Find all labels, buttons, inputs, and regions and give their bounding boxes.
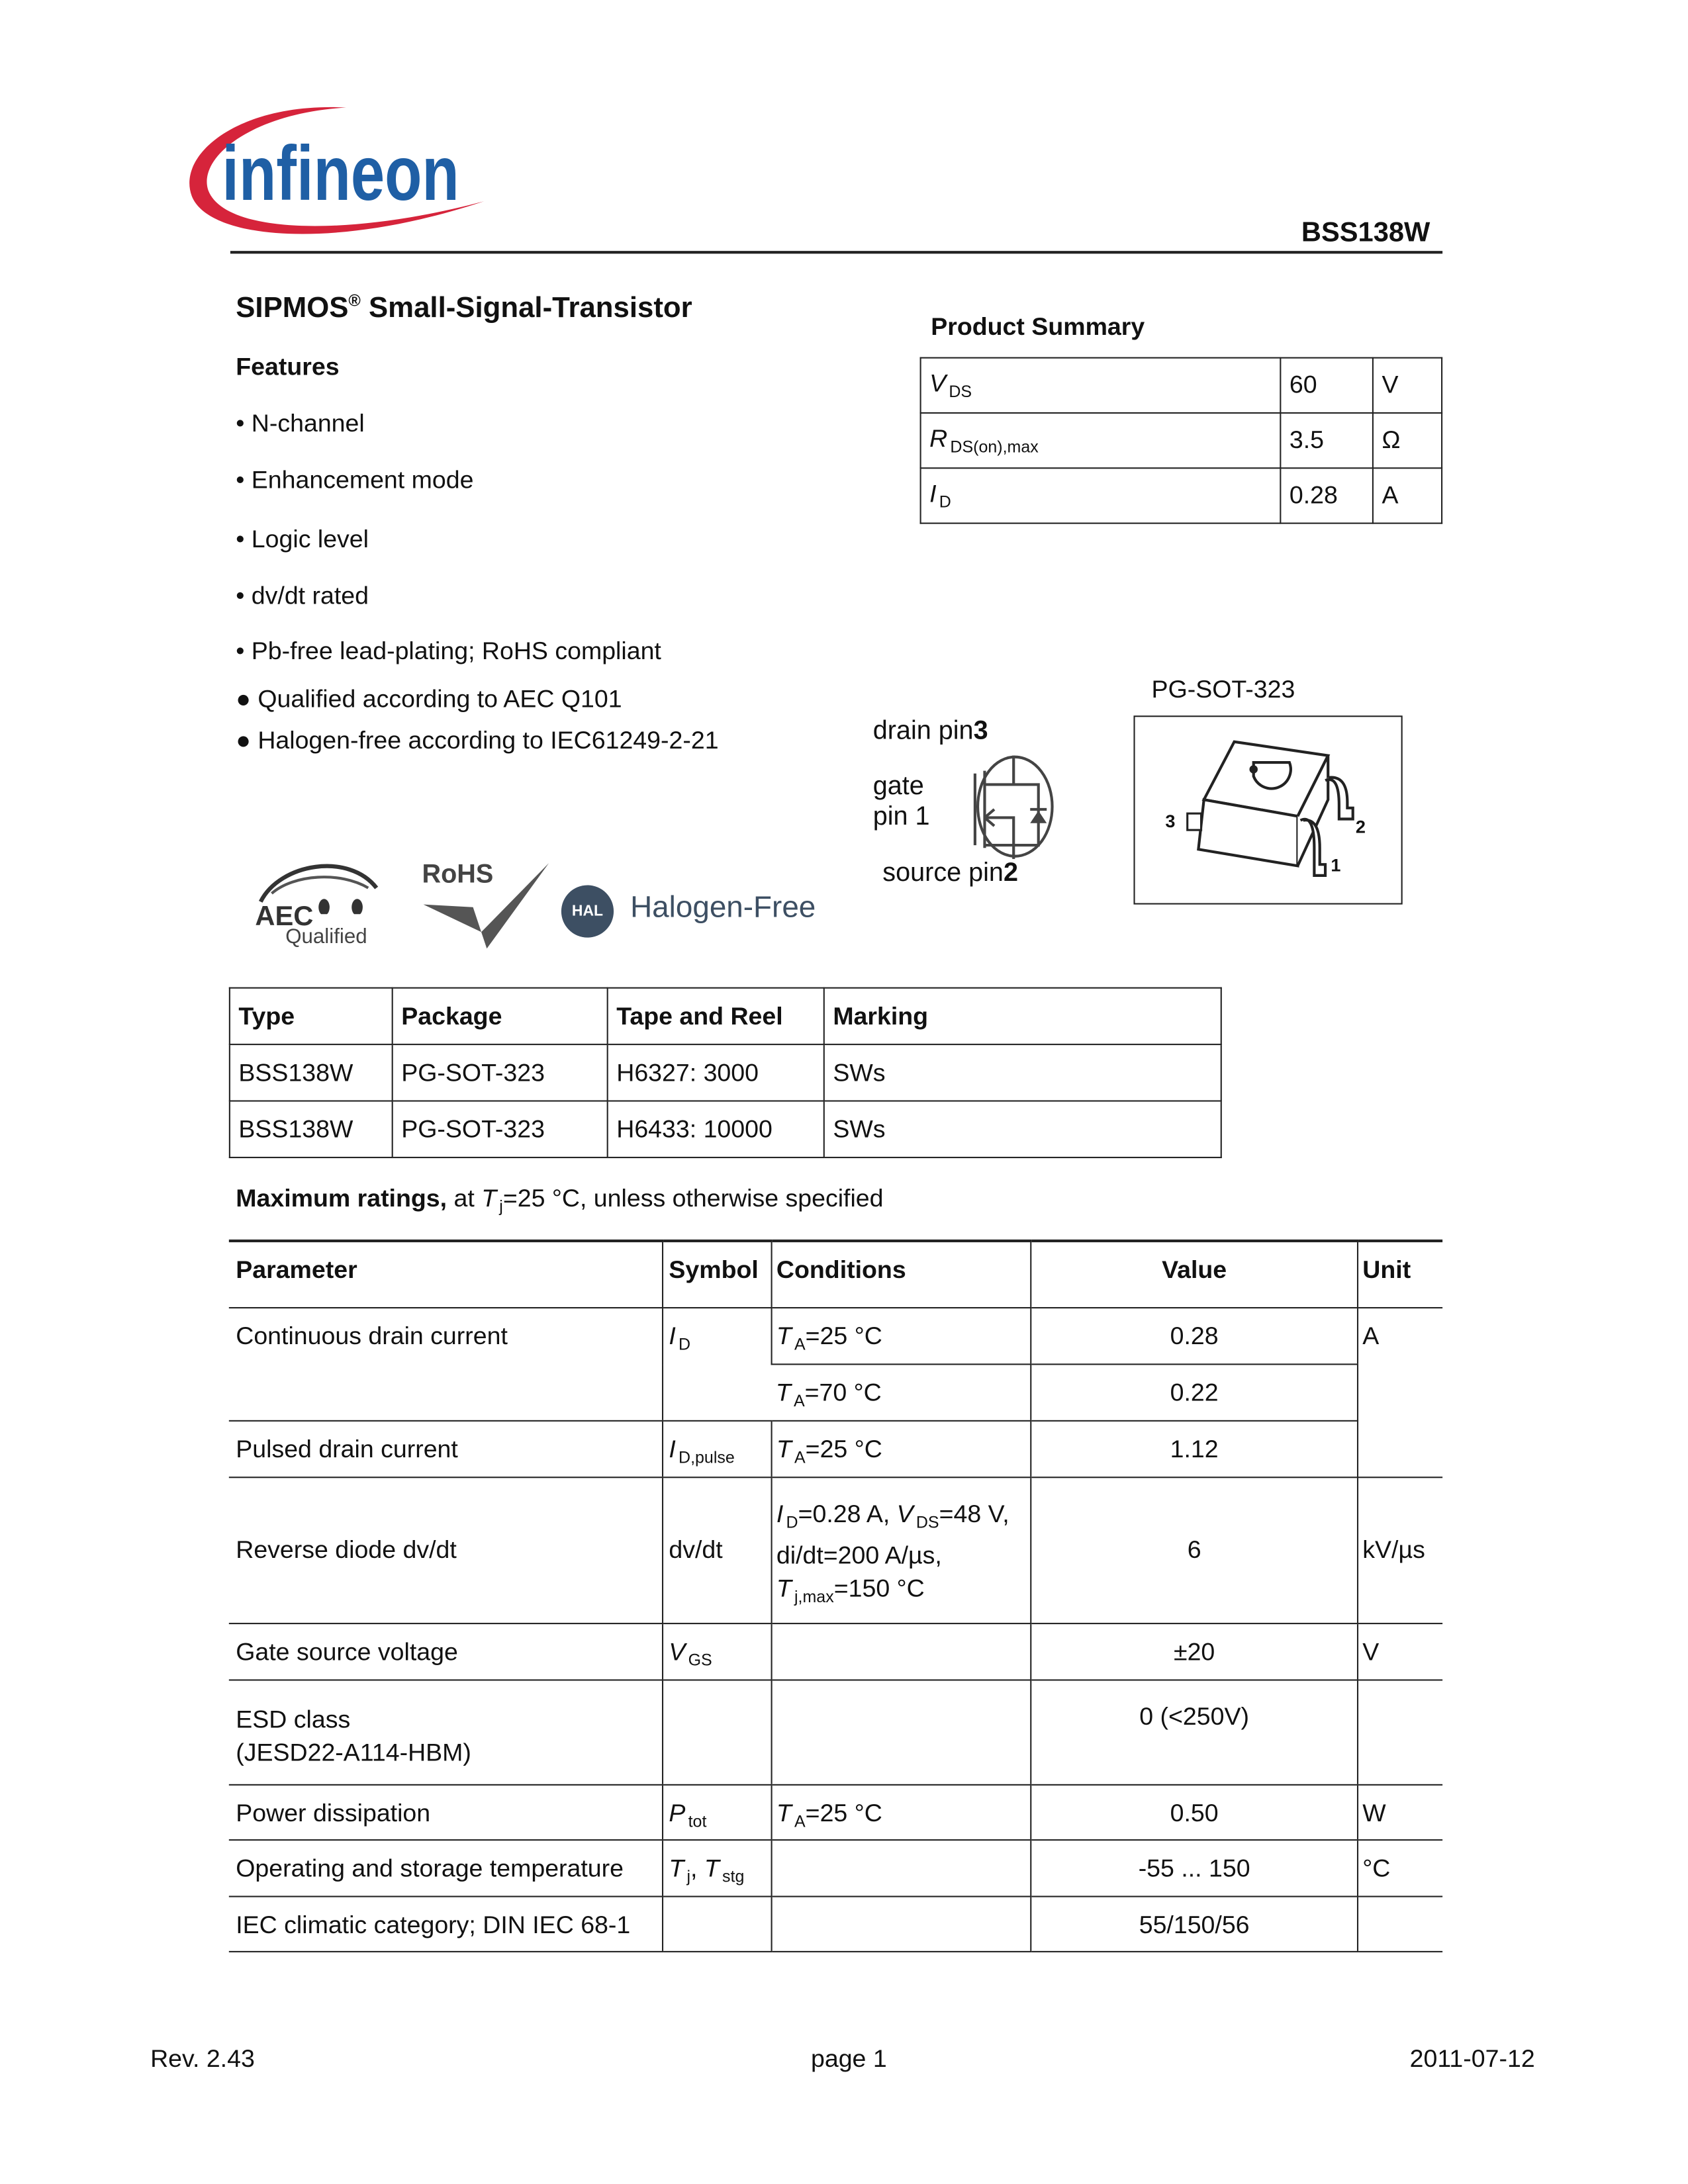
header-rule (230, 251, 1442, 253)
ratings-row: Reverse diode dv/dt dv/dt I $_D$=0.28 A, V $_{DS}$=48 V, di/dt=200 A/µs, T $_{j,max}$=150 °C 6 kV/µs (229, 1477, 1442, 1623)
sot323-package-icon (1135, 717, 1401, 903)
rohs-badge: RoHS (418, 858, 555, 954)
document-title: SIPMOS® Small-Signal-Transistor (236, 291, 692, 324)
ratings-row: T $_A$=70 °C 0.22 (229, 1364, 1442, 1420)
feature-item: ● Halogen-free according to IEC61249-2-21 (236, 726, 719, 754)
svg-text:infineon: infineon (222, 130, 459, 217)
product-summary-heading: Product Summary (931, 312, 1145, 341)
max-ratings-caption: Maximum ratings, at T $_j$=25 °C, unless otherwise specified (236, 1184, 884, 1216)
feature-item: • Enhancement mode (236, 466, 474, 494)
pin-label-drain: drain pin3 (872, 717, 988, 747)
feature-item: • N-channel (236, 409, 365, 437)
pin-label-gate-pin: pin 1 (872, 802, 930, 832)
footer-date: 2011-07-12 (1409, 2044, 1535, 2073)
max-ratings-table (229, 1240, 1442, 1952)
ratings-row: Operating and storage temperature T $_j$, T $_{stg}$ -55 ... 150 °C (229, 1840, 1442, 1896)
feature-item: • dv/dt rated (236, 582, 369, 610)
summary-row: R $_{DS(on),max}$ 3.5 Ω (921, 413, 1442, 468)
infineon-logo (183, 99, 494, 251)
ratings-row: ESD class (JESD22-A114-HBM) 0 (<250V) (229, 1680, 1442, 1785)
summary-row: V $_{DS}$ 60 V (921, 358, 1442, 413)
footer-revision: Rev. 2.43 (150, 2044, 255, 2073)
ratings-row: IEC climatic category; DIN IEC 68-1 55/150/56 (229, 1897, 1442, 1952)
ordering-header-row: Type Package Tape and Reel Marking (230, 988, 1221, 1044)
summary-row: I $_D$ 0.28 A (921, 468, 1442, 523)
feature-item: ● Qualified according to AEC Q101 (236, 685, 622, 713)
mosfet-symbol-icon (931, 751, 1058, 862)
part-number: BSS138W (1301, 218, 1430, 248)
ratings-row: Continuous drain current I $_D$ T $_A$=25 °C 0.28 A (229, 1308, 1442, 1364)
ordering-row: BSS138W PG-SOT-323 H6433: 10000 SWs (230, 1101, 1221, 1158)
product-summary-table (920, 357, 1443, 524)
ratings-row: Power dissipation P $_{tot}$ T $_A$=25 °C 0.50 W (229, 1785, 1442, 1840)
ratings-row: Gate source voltage V $_{GS}$ ±20 V (229, 1623, 1442, 1680)
footer-page-number: page 1 (810, 2044, 887, 2073)
feature-item: • Pb-free lead-plating; RoHS compliant (236, 637, 661, 665)
package-pin-2: 2 (1355, 816, 1366, 837)
pin-label-gate: gate (872, 772, 924, 801)
package-drawing (1133, 715, 1402, 904)
features-heading: Features (236, 353, 340, 381)
package-pin-3: 3 (1165, 810, 1176, 832)
datasheet-page: infineon BSS138W SIPMOS® Small-Signal-Transistor Features • N-channel • Enhancement mode • Logic level • dv/dt rated • Pb-free lead-plating; RoHS compliant ● Qualified according to AEC Q101 ● Halogen-free according to IEC61249-2-21 Product Summary V $_{DS}$ 60 V R $_{DS(on),max}$ 3.5 Ω I $_D$ 0.28 A drain pin3 gate pin 1 source pin2 PG-SOT-323 3 2 1 AEC Qualified RoHS HAL Halogen-Free Type Package Tape and Reel Marking BSS138W PG-SOT-323 H6327: 3000 SWs BSS138W PG-SOT-323 H6433: 10000 SWs Maximum ratings, at T $_j$=25 °C, unless otherwise specified Parameter Symbol Conditions Value Unit Continuous drain current I $_D$ T $_A$=25 °C 0.28 A T $_A$=70 °C 0.22 Pulsed drain current I $_{D,pulse}$ T $_A$=25 °C 1.12 Reverse diode dv/dt dv/dt I $_D$=0.28 A, V $_{DS}$=48 V, di/dt=200 A/µs, T $_{j,max}$=150 °C 6 kV/µs Gate source voltage V $_{GS}$ ±20 V ESD class (JESD22-A114-HBM) 0 (<250V) Power dissipation P $_{tot}$ T $_A$=25 °C 0.50 W Operating and storage temperature T $_j$, T $_{stg}$ -55 ... 150 °C IEC climatic category; DIN IEC 68-1 55/150/56 Rev. 2.43 page 1 2011-07-12 (0, 0, 1688, 2184)
ordering-table (229, 987, 1222, 1158)
package-pin-1: 1 (1331, 854, 1341, 876)
package-label: PG-SOT-323 (1151, 675, 1295, 704)
ratings-header-row: Parameter Symbol Conditions Value Unit (229, 1241, 1442, 1308)
aec-qualified-badge: AEC Qualified (252, 852, 383, 951)
pin-label-source: source pin2 (882, 858, 1018, 888)
ratings-row: Pulsed drain current I $_{D,pulse}$ T $_A$=25 °C 1.12 (229, 1421, 1442, 1477)
feature-item: • Logic level (236, 525, 369, 553)
ordering-row: BSS138W PG-SOT-323 H6327: 3000 SWs (230, 1044, 1221, 1101)
